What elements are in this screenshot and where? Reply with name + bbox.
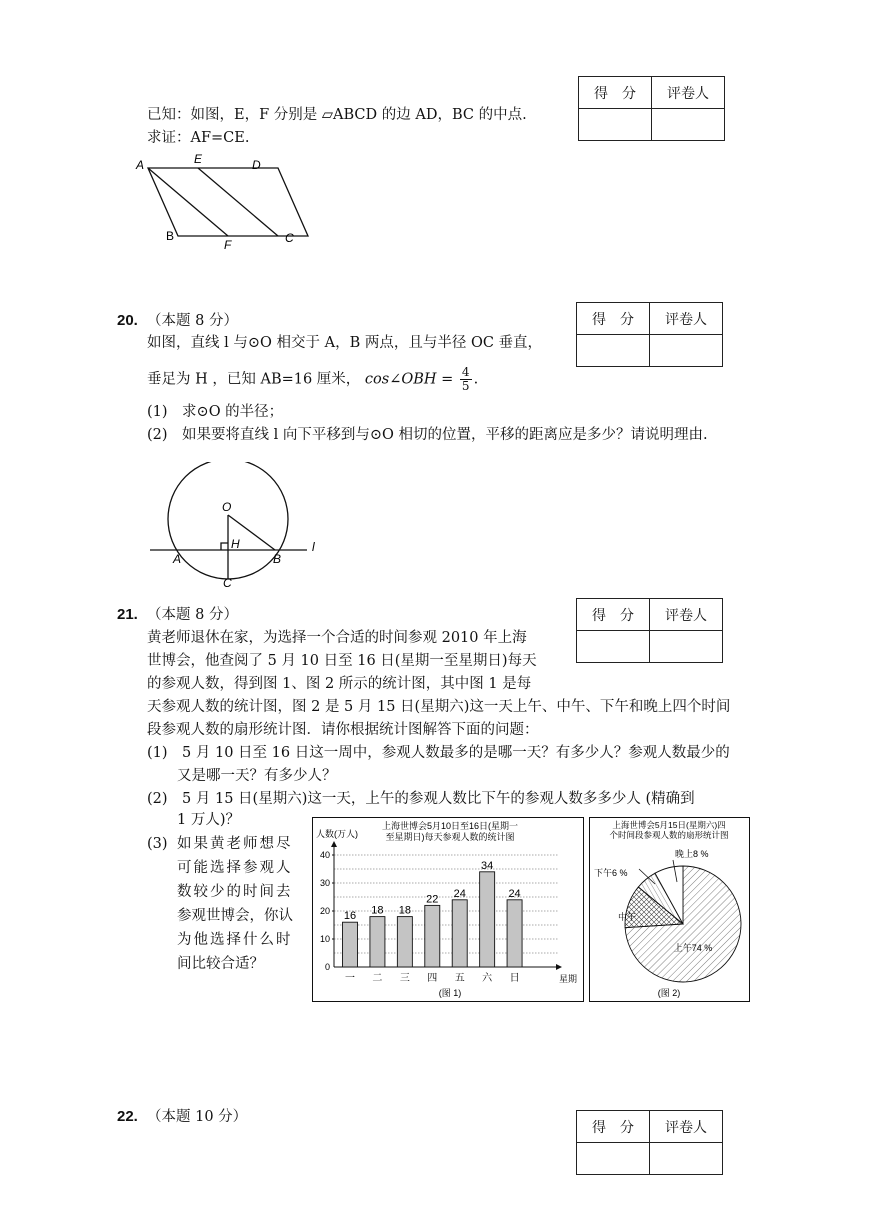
fraction-numerator: 4 [461, 365, 470, 379]
bar-value-label: 22 [426, 893, 439, 906]
q21-s3-text [177, 832, 309, 976]
x-tick-label: 五 [454, 973, 465, 984]
q21-l4: 天参观人数的统计图，图 2 是 5 月 15 日(星期六)这一天上午、中午、下午和晚上四个时间 [147, 699, 731, 715]
bar-value-label: 24 [453, 887, 466, 900]
label-l: l [312, 540, 315, 554]
score-cell [577, 631, 650, 663]
x-tick-label: 六 [482, 973, 493, 984]
bar-chart-caption: (图 1) [438, 988, 462, 998]
y-tick-label: 30 [319, 878, 330, 888]
label-D: D [252, 158, 261, 172]
q21-s1a: (1) 5 月 10 日至 16 日这一周中，参观人数最多的是哪一天？有多少人？参观人数最少的 [147, 745, 730, 761]
grader-cell [650, 1143, 723, 1175]
q20-number: 20. [117, 312, 138, 329]
score-cell [577, 335, 650, 367]
q20-sub1: (1) 求⊙O 的半径； [147, 404, 284, 420]
q20-cos: cos∠OBH = [364, 371, 454, 388]
label-B: B [273, 552, 282, 566]
q21-s2a: (2) 5 月 15 日(星期六)这一天，上午的参观人数比下午的参观人数多多少人 (精确到 [147, 791, 695, 807]
x-tick-label: 一 [345, 973, 355, 984]
score-table-q21 [576, 598, 723, 663]
grader-header: 评卷人 [650, 303, 723, 335]
grader-cell [650, 335, 723, 367]
bar-chart [312, 817, 584, 1002]
score-cell [579, 109, 652, 141]
score-table-q20 [576, 302, 723, 367]
circle-figure [145, 462, 330, 592]
label-B: B [166, 229, 175, 243]
y-tick-label: 20 [319, 906, 330, 916]
bar [343, 922, 358, 967]
q21-s3-line: 间比较合适？ [177, 956, 264, 972]
q21-number: 21. [117, 606, 138, 623]
q21-l3: 的参观人数，得到图 1、图 2 所示的统计图，其中图 1 是每 [147, 676, 532, 692]
q20-line2 [147, 366, 478, 393]
q21-l5: 段参观人数的扇形统计图．请你根据统计图解答下面的问题： [147, 722, 539, 738]
score-header: 得 分 [577, 303, 650, 335]
pie-slice-label: 晚上8 % [675, 849, 709, 859]
q21-s3-label: (3) [147, 836, 168, 852]
q21-s3-line: 数较少的时间去 [177, 884, 293, 900]
q19-prove: 求证：AF=CE. [147, 130, 250, 146]
pie-chart-caption: (图 2) [657, 988, 681, 998]
q21-points: （本题 8 分） [147, 607, 238, 623]
score-header: 得 分 [579, 77, 652, 109]
bar-value-label: 24 [508, 887, 521, 900]
bar [507, 900, 522, 967]
label-O: O [222, 500, 232, 514]
pie-slice-label: 上午74 % [673, 943, 713, 953]
bar-chart-title-2: 至星期日)每天参观人数的统计图 [385, 832, 515, 842]
parallelogram-figure [130, 150, 310, 250]
q20-line2-a: 垂足为 H ，已知 AB=16 厘米， [147, 371, 361, 388]
bar-value-label: 18 [371, 904, 384, 917]
q20-line2-end: . [473, 371, 479, 388]
bar [452, 900, 467, 967]
x-tick-label: 日 [509, 973, 520, 984]
bar-chart-xlabel: 星期 [558, 974, 578, 984]
pie-chart-title-1: 上海世博会5月15日(星期六)四 [612, 820, 726, 830]
y-tick-label: 10 [319, 934, 330, 944]
grader-header: 评卷人 [650, 599, 723, 631]
x-tick-label: 四 [427, 973, 438, 984]
x-tick-label: 三 [399, 973, 410, 984]
label-A: A [173, 552, 182, 566]
score-table-q22 [576, 1110, 723, 1175]
q21-l1: 黄老师退休在家，为选择一个合适的时间参观 2010 年上海 [147, 630, 527, 646]
score-header: 得 分 [577, 1111, 650, 1143]
y-tick-label: 40 [319, 850, 330, 860]
bar-chart-title-1: 上海世博会5月10日至16日(星期一 [381, 821, 519, 831]
bar [370, 917, 385, 967]
bar [425, 905, 440, 967]
bar-chart-ylabel: 人数(万人) [316, 829, 358, 839]
grader-cell [650, 631, 723, 663]
x-tick-label: 二 [372, 973, 383, 984]
grader-header: 评卷人 [650, 1111, 723, 1143]
label-C: C [285, 231, 294, 245]
label-A: A [136, 158, 145, 172]
pie-chart [589, 817, 750, 1002]
bar [397, 917, 412, 967]
score-cell [577, 1143, 650, 1175]
q21-s3-line: 如果黄老师想尽 [177, 836, 293, 852]
label-E: E [194, 152, 203, 166]
fraction-denominator: 5 [461, 379, 470, 393]
label-H: H [231, 537, 240, 551]
pie-slice-label: 中午 [617, 912, 637, 922]
pie-chart-title-2: 个时间段参观人数的扇形统计图 [609, 830, 729, 840]
q19-given: 已知：如图，E，F 分别是 ▱ABCD 的边 AD，BC 的中点. [147, 107, 527, 123]
q20-points: （本题 8 分） [147, 313, 238, 329]
label-F: F [224, 238, 232, 250]
grader-header: 评卷人 [652, 77, 725, 109]
q20-fraction [460, 366, 472, 393]
q21-s1b: 又是哪一天？有多少人？ [177, 768, 337, 784]
q21-s3-line: 为他选择什么时 [177, 932, 293, 948]
y-tick-label: 0 [324, 962, 330, 972]
bar [480, 872, 495, 967]
bar-value-label: 34 [481, 859, 494, 872]
q21-s3-line: 可能选择参观人 [177, 860, 293, 876]
score-table-q19 [578, 76, 725, 141]
q21-s3-line: 参观世博会，你认 [177, 908, 293, 924]
bar-value-label: 18 [398, 904, 411, 917]
q22-number: 22. [117, 1108, 138, 1125]
pie-slice-label: 下午6 % [594, 868, 628, 878]
q21-l2: 世博会，他查阅了 5 月 10 日至 16 日(星期一至星期日)每天 [147, 653, 537, 669]
bar-value-label: 16 [343, 910, 357, 923]
q21-s2b: 1 万人)？ [177, 812, 240, 828]
score-header: 得 分 [577, 599, 650, 631]
label-C: C [223, 576, 232, 590]
q22-points: （本题 10 分） [147, 1109, 248, 1125]
q20-sub2: (2) 如果要将直线 l 向下平移到与⊙O 相切的位置，平移的距离应是多少？请说明理由. [147, 427, 708, 443]
q20-line1: 如图，直线 l 与⊙O 相交于 A，B 两点，且与半径 OC 垂直， [147, 335, 543, 351]
grader-cell [652, 109, 725, 141]
